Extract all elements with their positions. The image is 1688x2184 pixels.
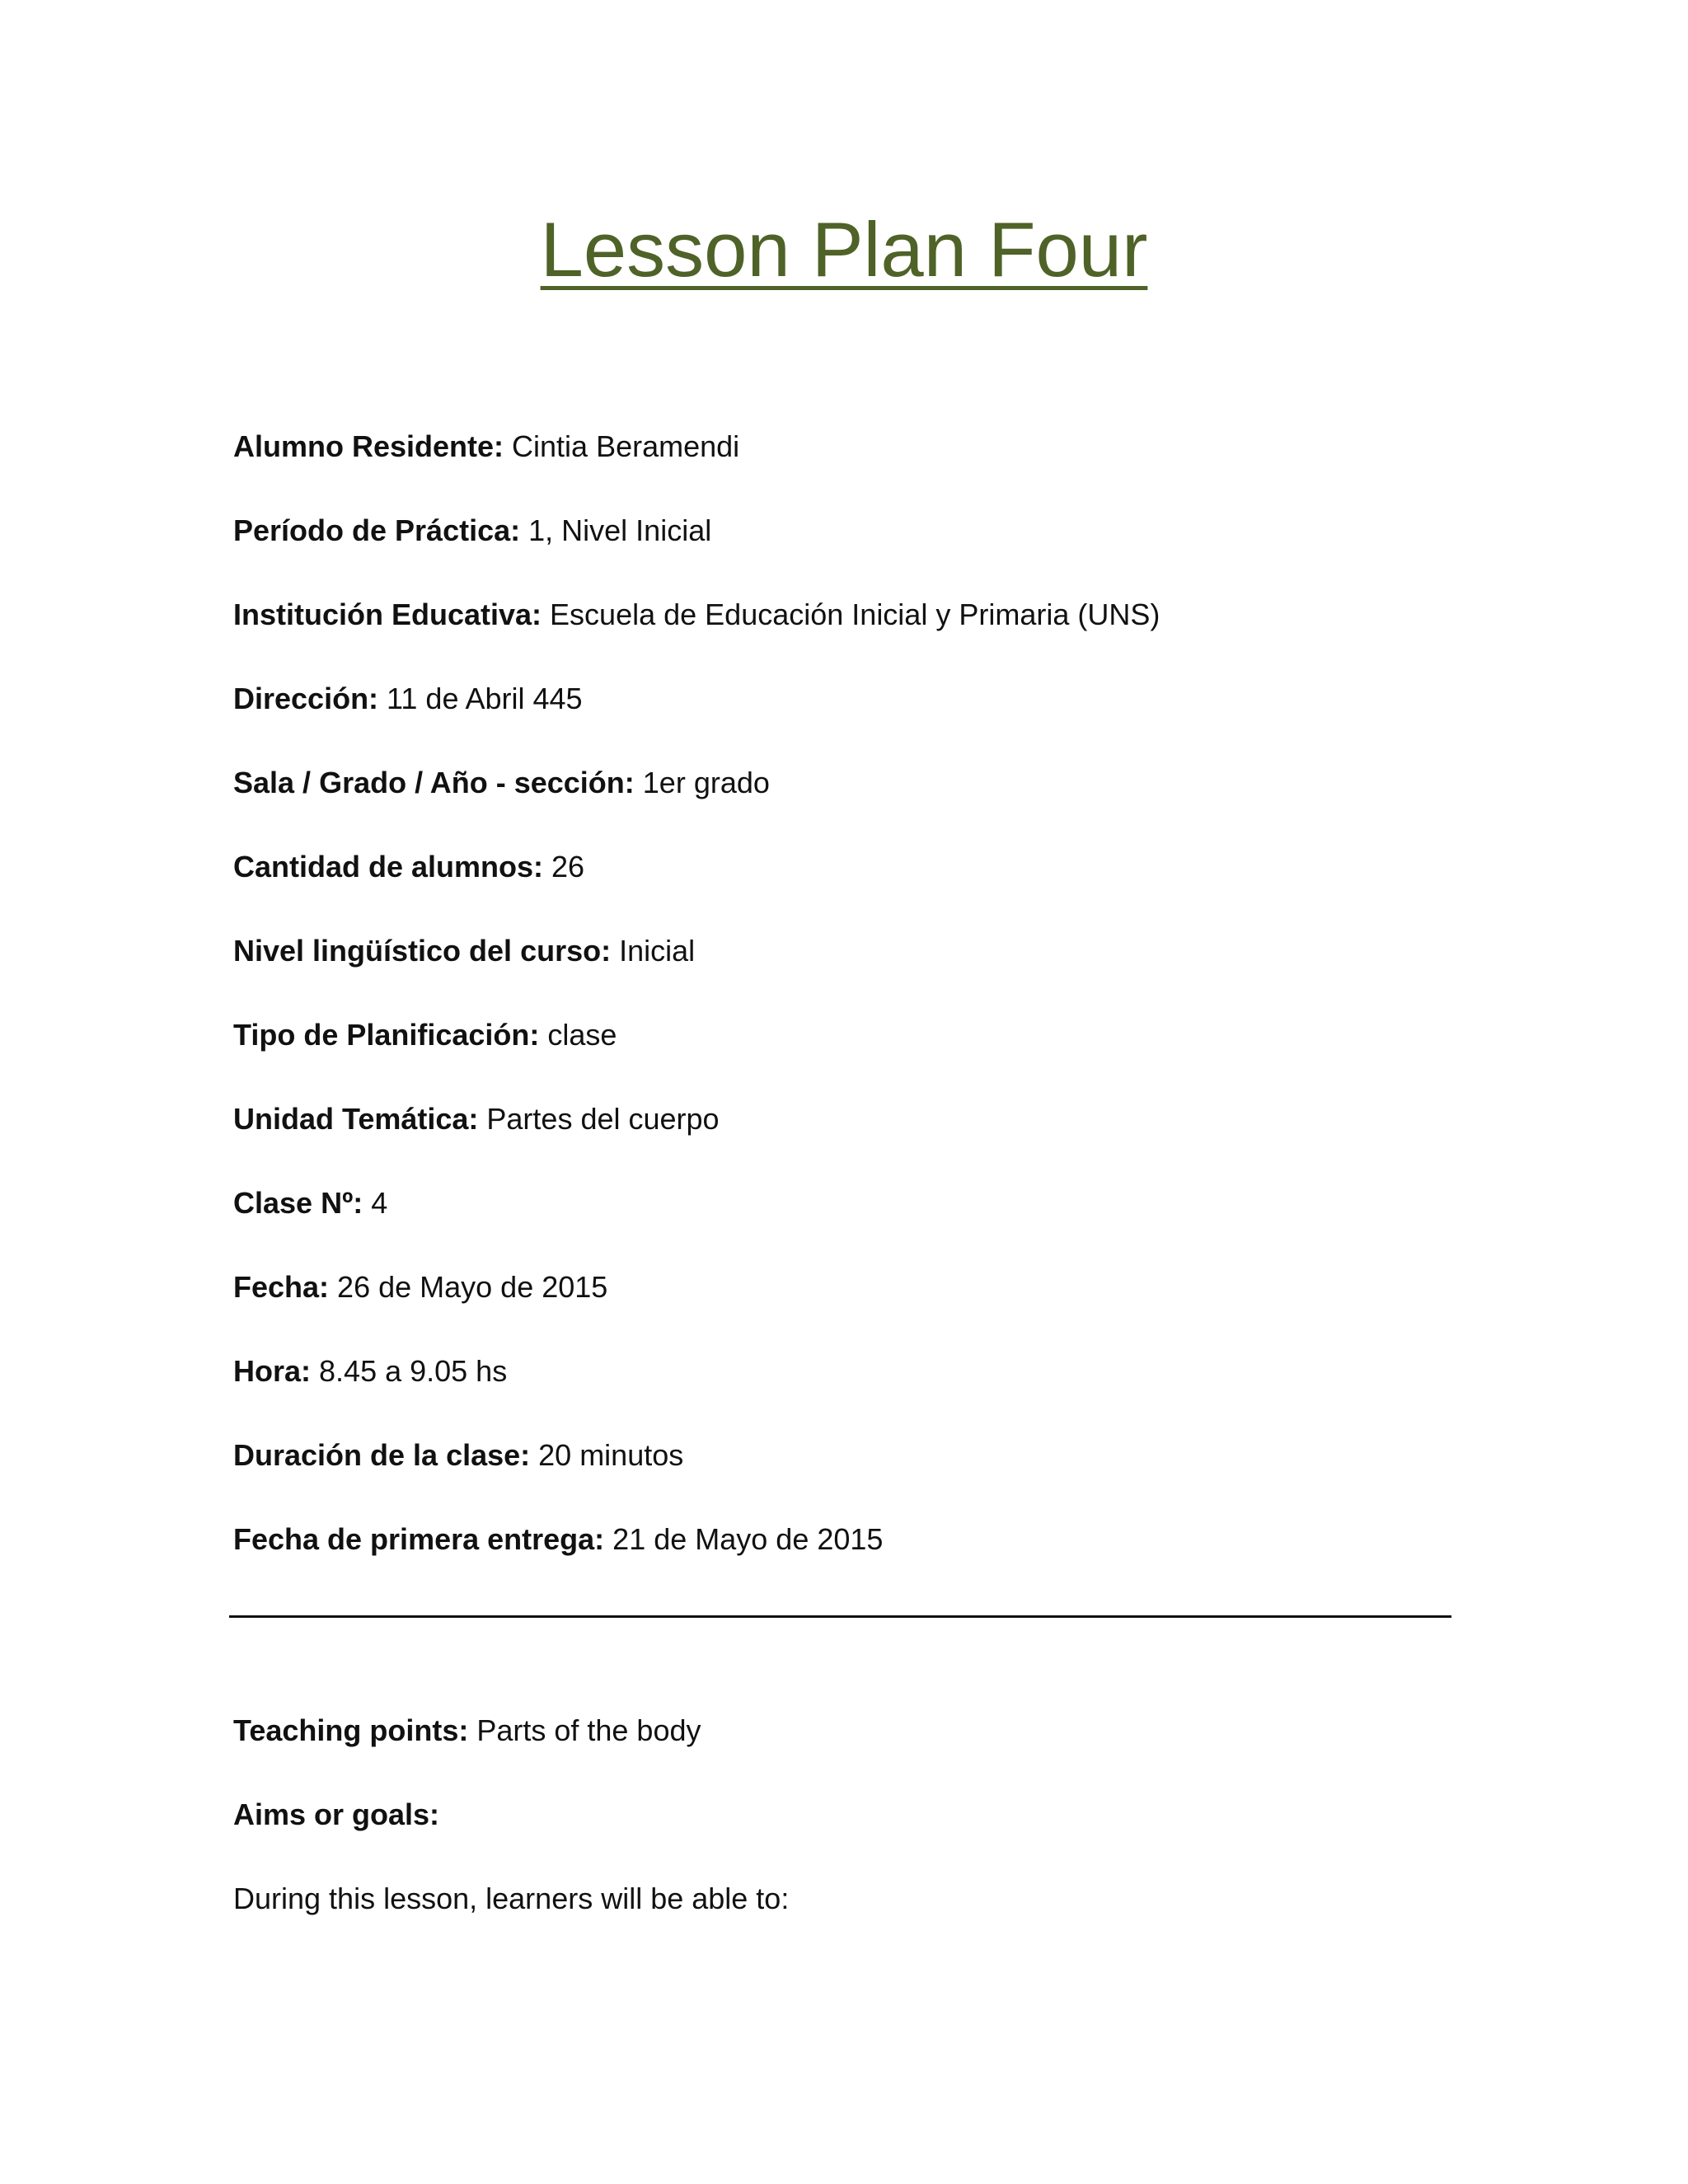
field-value: 8.45 a 9.05 hs: [311, 1354, 508, 1388]
field-hora: [233, 1347, 1470, 1431]
field-value: 4: [363, 1186, 388, 1220]
field-value: 1, Nivel Inicial: [520, 513, 712, 547]
field-label: Hora:: [233, 1354, 312, 1388]
field-sala-grado: [233, 758, 1470, 842]
field-value: 26 de Mayo de 2015: [329, 1270, 608, 1304]
intro-text: During this lesson, learners will be able to:: [233, 1882, 790, 1915]
lesson-body: [233, 1706, 1470, 1958]
field-label: Dirección:: [233, 682, 379, 715]
page-title: Lesson Plan Four: [540, 206, 1148, 293]
field-label: Fecha de primera entrega:: [233, 1522, 605, 1556]
field-label: Institución Educativa:: [233, 598, 542, 631]
field-label: Unidad Temática:: [233, 1102, 479, 1136]
field-value: 20 minutos: [530, 1438, 684, 1472]
field-clase-numero: [233, 1179, 1470, 1263]
field-direccion: [233, 674, 1470, 758]
field-value: clase: [539, 1018, 617, 1052]
field-fecha-primera-entrega: [233, 1515, 1470, 1599]
field-label: Tipo de Planificación:: [233, 1018, 540, 1052]
field-fecha: [233, 1263, 1470, 1347]
field-duracion-clase: [233, 1431, 1470, 1515]
field-value: 21 de Mayo de 2015: [604, 1522, 884, 1556]
field-label: Fecha:: [233, 1270, 330, 1304]
field-value: Cintia Beramendi: [504, 429, 740, 463]
teaching-points: [233, 1706, 1470, 1790]
field-cantidad-alumnos: [233, 842, 1470, 926]
field-value: 26: [543, 850, 585, 883]
field-alumno-residente: [233, 422, 1470, 506]
field-label: Nivel lingüístico del curso:: [233, 934, 612, 968]
field-institucion-educativa: [233, 590, 1470, 674]
lesson-info-list: [233, 422, 1470, 1599]
teaching-points-value: Parts of the body: [468, 1713, 701, 1747]
field-label: Cantidad de alumnos:: [233, 850, 544, 883]
field-value: 11 de Abril 445: [378, 682, 583, 715]
field-value: Partes del cuerpo: [478, 1102, 720, 1136]
field-value: 1er grado: [634, 766, 770, 799]
aims-heading: [233, 1790, 1470, 1874]
field-label: Período de Práctica:: [233, 513, 521, 547]
field-value: Escuela de Educación Inicial y Primaria (UNS): [542, 598, 1160, 631]
field-label: Sala / Grado / Año - sección:: [233, 766, 635, 799]
teaching-points-label: Teaching points:: [233, 1713, 469, 1747]
field-label: Clase Nº:: [233, 1186, 363, 1220]
intro-paragraph: [233, 1874, 1470, 1958]
field-value: Inicial: [611, 934, 696, 968]
field-tipo-planificacion: [233, 1010, 1470, 1094]
field-periodo-practica: [233, 506, 1470, 590]
field-nivel-linguistico: [233, 926, 1470, 1010]
field-unidad-tematica: [233, 1094, 1470, 1179]
field-label: Duración de la clase:: [233, 1438, 531, 1472]
aims-label: Aims or goals:: [233, 1797, 440, 1831]
horizontal-divider: [229, 1615, 1451, 1618]
field-label: Alumno Residente:: [233, 429, 504, 463]
